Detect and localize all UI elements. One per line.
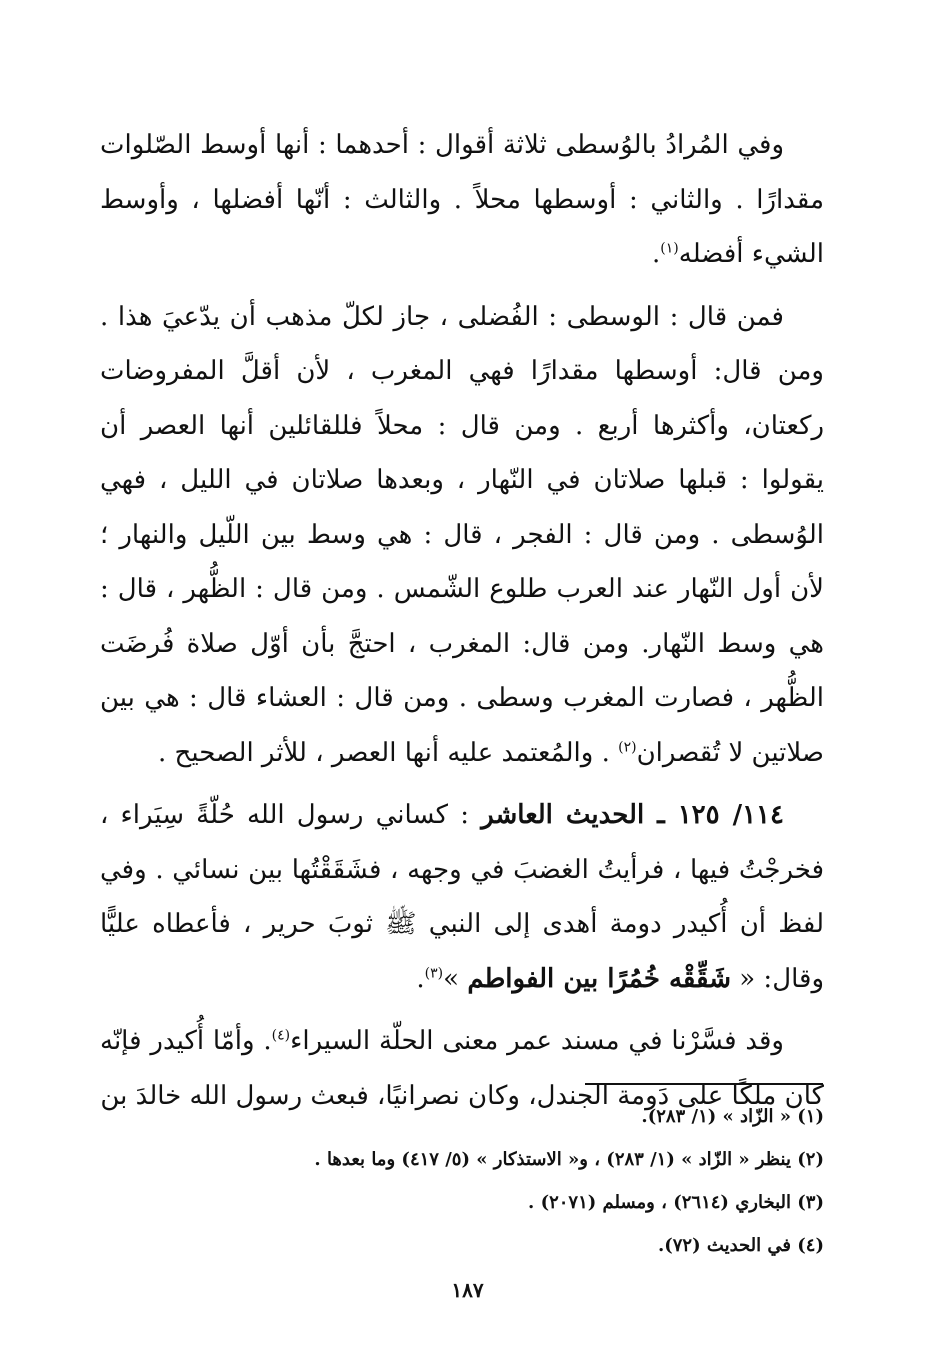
- footnote-1: (١) « الزّاد » (١/ ٢٨٣).: [641, 1106, 824, 1127]
- footnote-ref-3: (٣): [424, 964, 444, 981]
- hadith-heading: ١١٤/ ١٢٥ ـ الحديث العاشر: [481, 800, 784, 830]
- page-number: ١٨٧: [451, 1278, 484, 1302]
- footnote-ref-4: (٤): [271, 1027, 291, 1044]
- paragraph-2-text-end: . والمُعتمد عليه أنها العصر ، للأثر الصحيح .: [158, 737, 619, 768]
- paragraph-3-end: .: [416, 963, 425, 994]
- paragraph-1: وفي المُرادُ بالوُسطى ثلاثة أقوال : أحدهما : أنها أوسط الصّلوات مقدارًا . والثاني : أوسطها محلاً . والثالث : أنّها أفضلها ، وأوسط الشيء أفضله$^{(١)}$.: [100, 130, 824, 269]
- paragraph-3-quote-close: »: [443, 963, 468, 994]
- main-text: [100, 118, 824, 1123]
- paragraph-2-text: فمن قال : الوسطى : الفُضلى ، جاز لكلّ مذهب أن يدّعيَ هذا . ومن قال: أوسطها مقدارًا فهي المغرب ، لأن أقلَّ المفروضات ركعتان، وأكثرها أربع . ومن قال : محلاً فللقائلين أنها العصر أن يقولوا : قبلها صلاتان في النّهار ، وبعدها صلاتان في الليل ، فهي الوُسطى . ومن قال : الفجر ، قال : هي وسط بين اللّيل والنهار ؛ لأن أول النّهار عند العرب طلوع الشّمس . ومن قال : الظُّهر ، قال : هي وسط النّهار. ومن قال: المغرب ، احتجَّ بأن أوّل صلاة فُرضَت الظُّهر ، فصارت المغرب وسطى . ومن قال : العشاء قال : هي بين صلاتين لا تُقصران: [100, 301, 825, 768]
- footnote-ref-1: (١): [660, 240, 679, 257]
- paragraph-4-text: وقد فسَّرْنا في مسند عمر معنى الحلّة السيراء: [290, 1026, 784, 1056]
- footnotes: [100, 1095, 824, 1267]
- footnote-ref-2: (٢): [618, 738, 637, 755]
- paragraph-4-text-end: . وأمّا أُكيدر فإنّه كان ملكًا على دَومة الجندل، وكان نصرانيًا، فبعث رسول الله خالدَ بن: [100, 1026, 824, 1111]
- footnote-4: (٤) في الحديث (٧٢).: [657, 1235, 824, 1256]
- paragraph-3-text: : كساني رسول الله حُلّةً سِيَراء ، فخرجْتُ فيها ، فرأيتُ الغضبَ في وجهه ، فشَقَقْتُها بين نسائي . وفي لفظ أن أُكيدر دومة أهدى إلى النبي ﷺ ثوبَ حرير ، فأعطاه عليًّا وقال: «: [100, 800, 824, 994]
- hadith-quote: شَقِّقْه خُمُرًا بين الفواطم: [467, 963, 731, 994]
- paragraph-3: [100, 788, 824, 1006]
- footnote-3: (٣) البخاري (٢٦١٤) ، ومسلم (٢٠٧١) .: [528, 1192, 824, 1213]
- footnote-2: (٢) ينظر « الزّاد » (١/ ٢٨٣) ، و« الاستذكار » (٥/ ٤١٧) وما بعدها .: [314, 1149, 824, 1170]
- footnote-separator: [585, 1083, 823, 1085]
- paragraph-1-text: وفي المُرادُ بالوُسطى ثلاثة أقوال : أحدهما : أنها أوسط الصّلوات مقدارًا . والثاني : أوسطها محلاً . والثالث : أنّها أفضلها ، وأوسط الشيء أفضله: [100, 130, 824, 269]
- paragraph-2: [100, 290, 824, 781]
